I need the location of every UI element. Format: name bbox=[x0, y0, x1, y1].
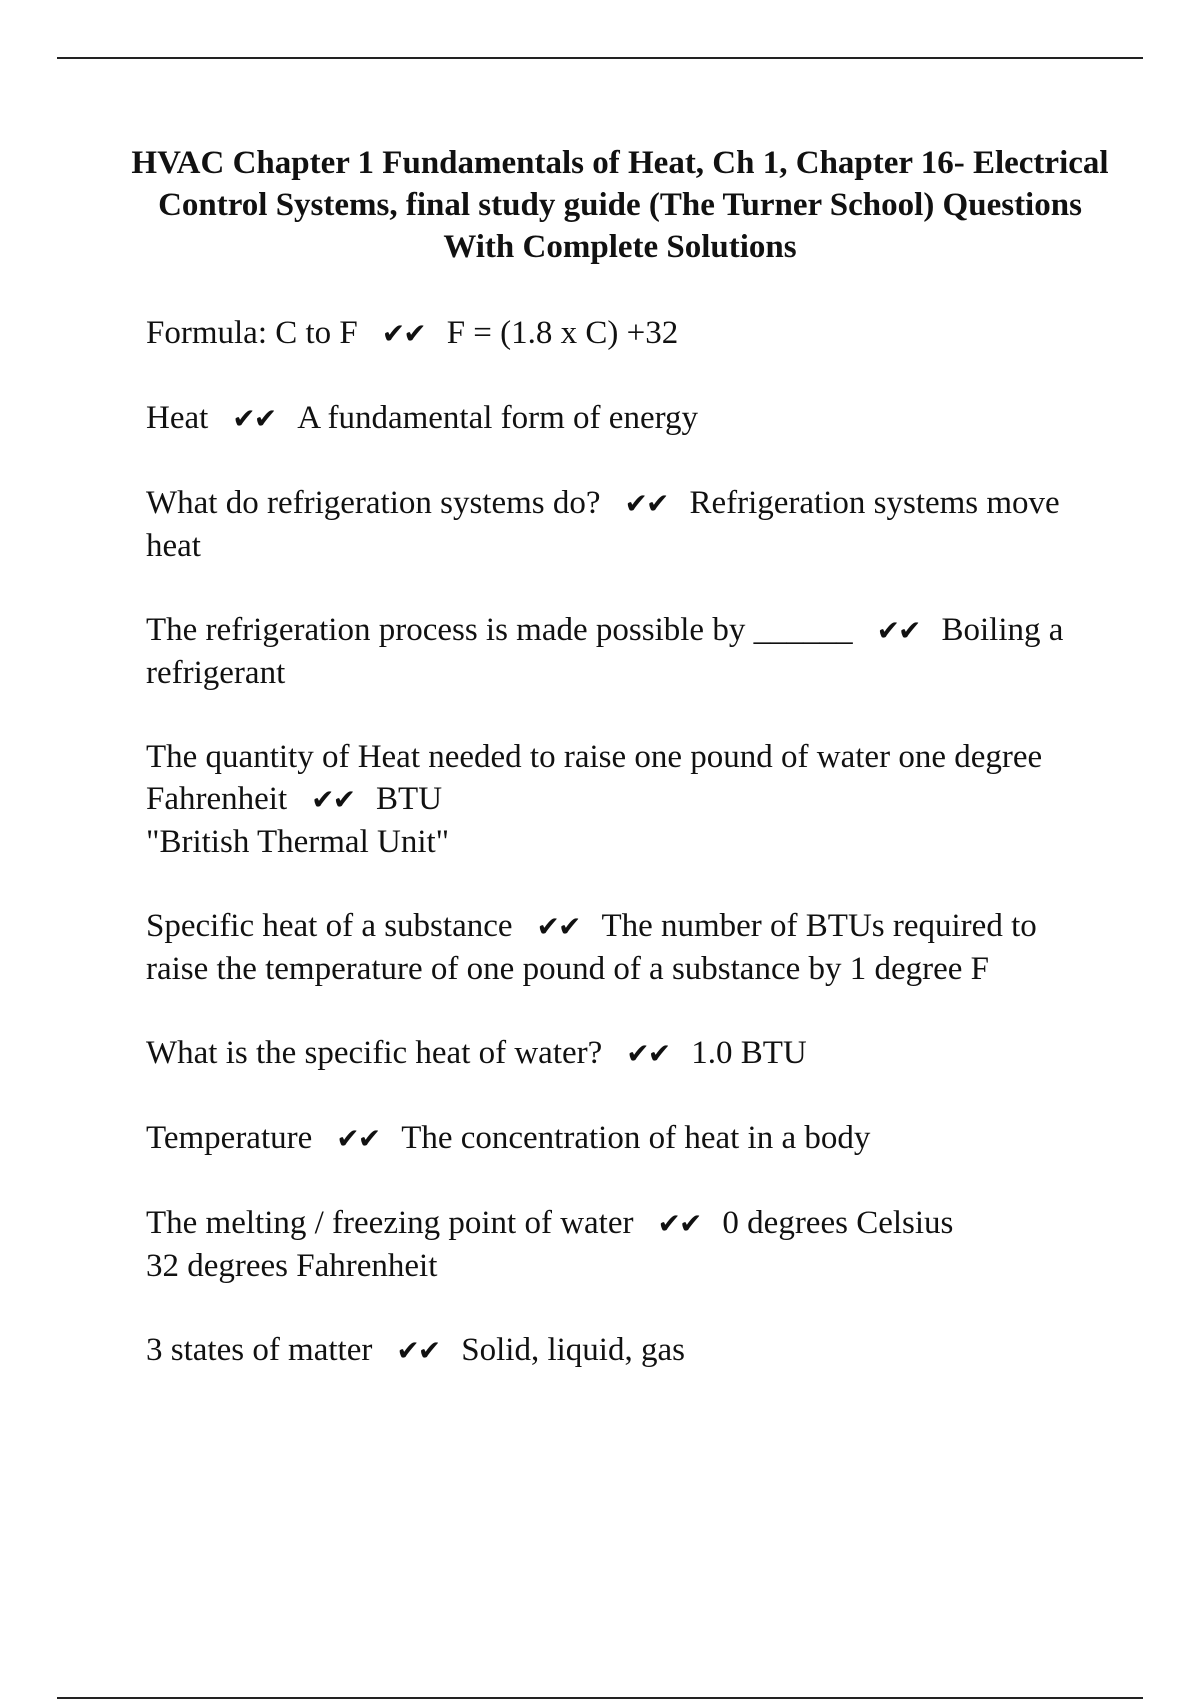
flashcard-entry bbox=[146, 609, 1096, 694]
entry-answer-extra: "British Thermal Unit" bbox=[146, 824, 450, 860]
top-rule bbox=[57, 57, 1143, 59]
entry-term: The melting / freezing point of water bbox=[146, 1205, 634, 1241]
entry-answer: BTU bbox=[376, 781, 443, 817]
entry-term: Formula: C to F bbox=[146, 315, 358, 351]
entry-term: The quantity of Heat needed to raise one pound of water one degree Fahrenheit bbox=[146, 739, 1043, 817]
entry-term: Heat bbox=[146, 400, 209, 436]
flashcard-entry bbox=[146, 1032, 1096, 1075]
entry-term: The refrigeration process is made possible by ______ bbox=[146, 612, 853, 648]
entry-answer: 1.0 BTU bbox=[691, 1035, 807, 1071]
double-check-icon: ✔✔ bbox=[657, 1207, 701, 1240]
double-check-icon: ✔✔ bbox=[336, 1122, 380, 1155]
entry-answer: Solid, liquid, gas bbox=[461, 1332, 685, 1368]
double-check-icon: ✔✔ bbox=[536, 910, 580, 943]
entry-term: Temperature bbox=[146, 1120, 313, 1156]
double-check-icon: ✔✔ bbox=[311, 783, 355, 816]
entry-term: What do refrigeration systems do? bbox=[146, 485, 601, 521]
flashcard-entry bbox=[146, 1329, 1096, 1372]
flashcard-entry bbox=[146, 397, 1096, 440]
flashcard-list bbox=[146, 312, 1096, 1414]
entry-answer: A fundamental form of energy bbox=[297, 400, 698, 436]
flashcard-entry bbox=[146, 905, 1096, 990]
entry-answer: Refrigeration systems move heat bbox=[146, 485, 1060, 564]
double-check-icon: ✔✔ bbox=[624, 487, 668, 520]
entry-answer: The concentration of heat in a body bbox=[401, 1120, 871, 1156]
entry-answer: Boiling a refrigerant bbox=[146, 612, 1064, 691]
bottom-rule bbox=[57, 1697, 1143, 1699]
entry-answer: 0 degrees Celsius bbox=[722, 1205, 954, 1241]
entry-term: What is the specific heat of water? bbox=[146, 1035, 603, 1071]
double-check-icon: ✔✔ bbox=[396, 1334, 440, 1367]
flashcard-entry bbox=[146, 736, 1096, 863]
entry-term: Specific heat of a substance bbox=[146, 908, 513, 944]
double-check-icon: ✔✔ bbox=[626, 1037, 670, 1070]
entry-answer-extra: 32 degrees Fahrenheit bbox=[146, 1248, 438, 1284]
entry-answer: F = (1.8 x C) +32 bbox=[446, 315, 679, 351]
flashcard-entry bbox=[146, 312, 1096, 355]
flashcard-entry bbox=[146, 1117, 1096, 1160]
double-check-icon: ✔✔ bbox=[381, 317, 425, 350]
document-title: HVAC Chapter 1 Fundamentals of Heat, Ch 1, Chapter 16- Electrical Control Systems, final study guide (The Turner School) Questions With Complete Solutions bbox=[131, 145, 1109, 265]
flashcard-entry bbox=[146, 1202, 1096, 1287]
entry-answer: The number of BTUs required to raise the temperature of one pound of a substance by 1 degree F bbox=[146, 908, 1037, 987]
flashcard-entry bbox=[146, 482, 1096, 567]
double-check-icon: ✔✔ bbox=[876, 614, 920, 647]
entry-term: 3 states of matter bbox=[146, 1332, 373, 1368]
double-check-icon: ✔✔ bbox=[232, 402, 276, 435]
